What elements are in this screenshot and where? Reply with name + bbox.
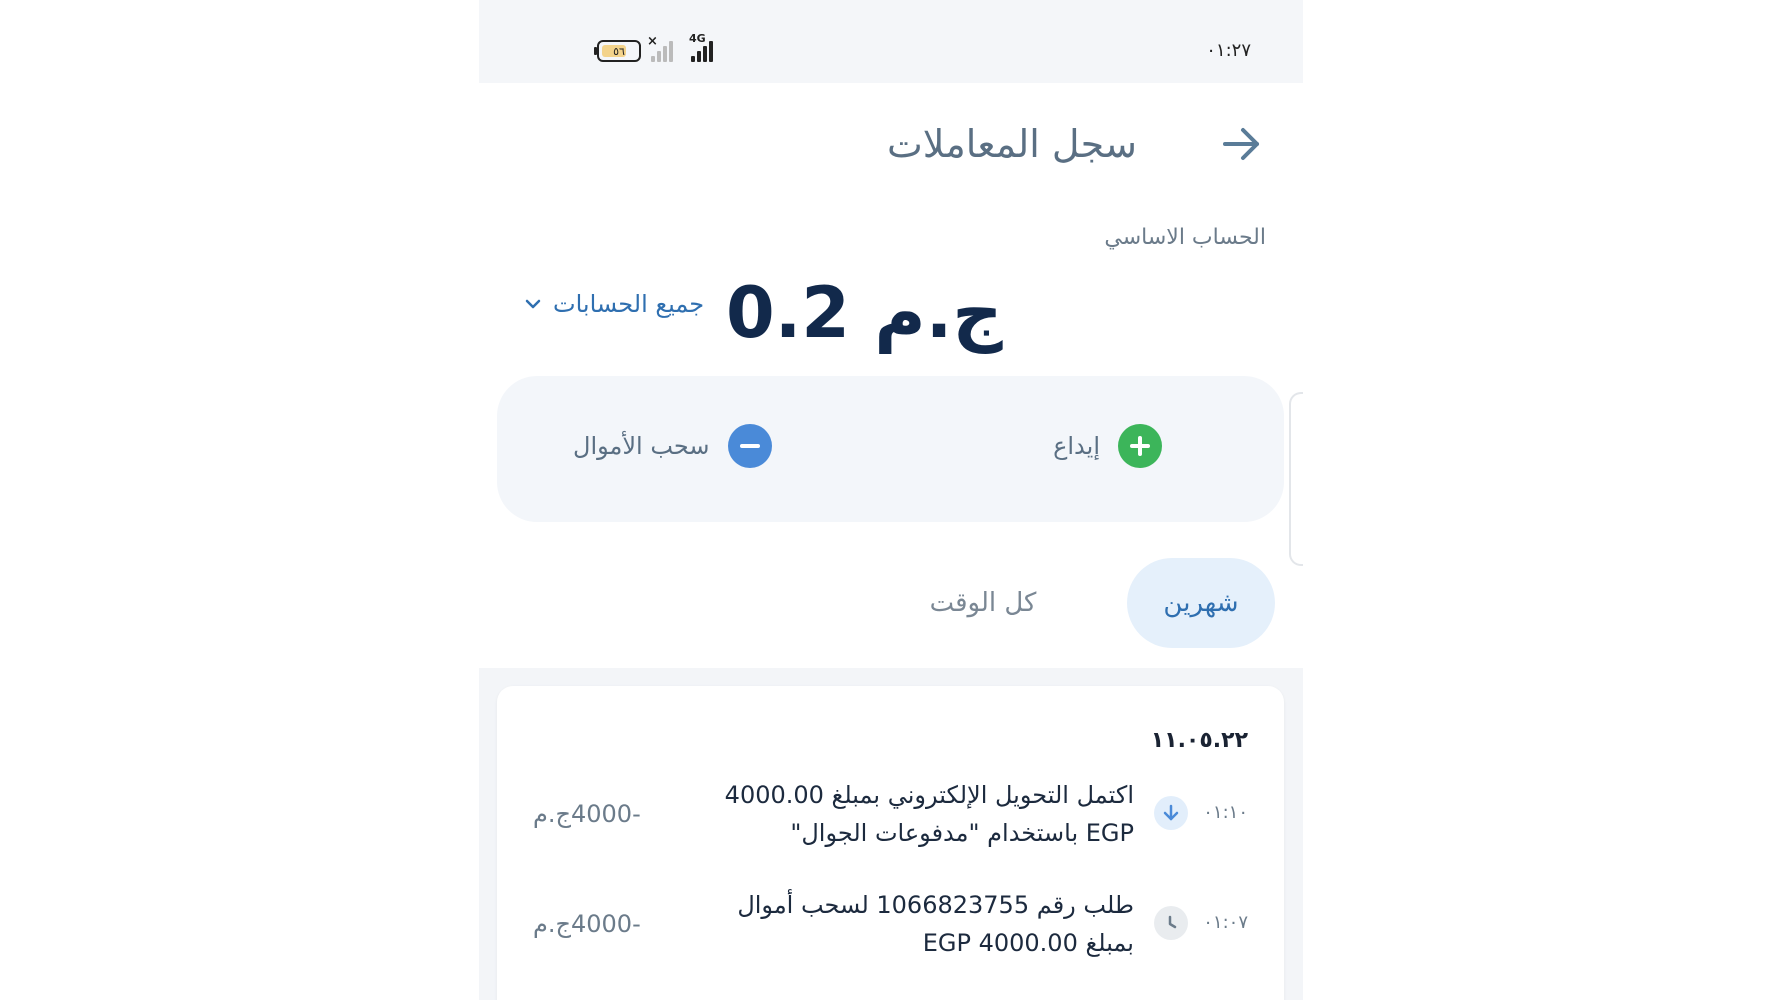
phone-screen [479,0,1303,1000]
status-bar [479,0,1303,83]
tab-two-months[interactable]: شهرين [1127,558,1275,648]
plus-icon [1118,424,1162,468]
deposit-button[interactable] [1053,424,1162,468]
battery-level: ٥٦ [613,44,625,58]
transactions-card [497,686,1284,1000]
transaction-desc-line2: EGP باستخدام "مدفوعات الجوال" [790,819,1134,847]
network-type: 4G [689,32,706,45]
tab-all-time[interactable]: كل الوقت [929,588,1037,618]
transaction-amount: -4000ج.م [533,800,641,828]
withdraw-button[interactable] [573,424,772,468]
side-scroll-handle[interactable] [1289,392,1303,566]
minus-icon [728,424,772,468]
signal-4g-icon [689,32,713,62]
transaction-time: ٠١:١٠ [1203,802,1248,823]
transactions-date: ١١.٠٥.٢٢ [1150,728,1248,753]
list-item[interactable] [497,776,1284,866]
withdraw-label: سحب الأموال [573,432,710,460]
list-item[interactable] [497,886,1284,976]
battery-icon [597,40,641,62]
actions-panel [497,376,1284,522]
back-arrow-icon[interactable] [1219,122,1263,166]
status-time: ٠١:٢٧ [1206,40,1251,61]
accounts-dropdown[interactable] [523,290,704,318]
header [479,100,1303,190]
deposit-label: إيداع [1053,432,1100,460]
status-icons [597,32,713,62]
transaction-desc-line2: بمبلغ EGP 4000.00 [922,929,1134,957]
transaction-time: ٠١:٠٧ [1203,912,1248,933]
signal-no-service-icon: × [651,40,673,62]
period-tabs [479,558,1303,648]
transaction-description [684,776,1134,852]
transactions-area [479,668,1303,1000]
transaction-desc-line1: طلب رقم 1066823755 لسحب أموال [737,891,1134,919]
arrow-down-icon [1154,796,1188,830]
page-title: سجل المعاملات [886,122,1137,166]
account-label: الحساب الاساسي [1104,225,1266,250]
balance-amount: ج.م 0.2 [726,272,1003,354]
transaction-desc-line1: اكتمل التحويل الإلكتروني بمبلغ 4000.00 [724,781,1134,809]
transaction-description [684,886,1134,962]
accounts-dropdown-label: جميع الحسابات [553,290,705,318]
chevron-down-icon [523,294,543,314]
clock-icon [1154,906,1188,940]
transaction-amount: -4000ج.م [533,910,641,938]
